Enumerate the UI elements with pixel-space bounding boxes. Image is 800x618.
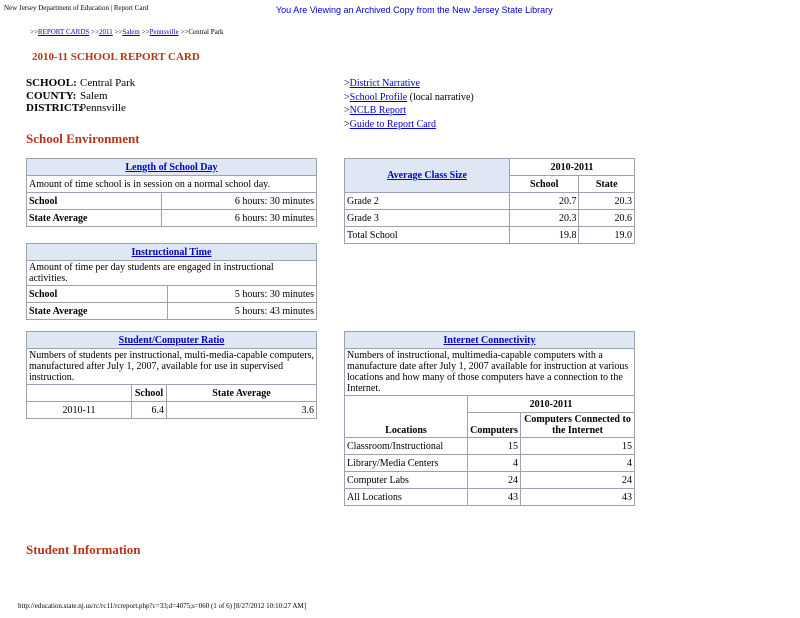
nclb-report-link[interactable]: NCLB Report xyxy=(349,105,407,116)
row-label: Classroom/Instructional xyxy=(345,438,468,455)
cell-computers: 24 xyxy=(468,472,521,489)
breadcrumb-sep: >> xyxy=(114,28,123,36)
internet-connectivity-table xyxy=(344,331,635,506)
cell-school: 20.3 xyxy=(510,210,579,227)
internet-connectivity-link[interactable]: Internet Connectivity xyxy=(443,334,536,346)
page-title: 2010-11 SCHOOL REPORT CARD xyxy=(32,51,200,63)
cell-school: 19.8 xyxy=(510,227,579,244)
cell-computers: 15 xyxy=(468,438,521,455)
col-locations: Locations xyxy=(345,396,468,438)
cell-computers: 43 xyxy=(468,489,521,506)
row-value: 6 hours: 30 minutes xyxy=(162,210,317,227)
length-of-day-desc: Amount of time school is in session on a normal school day. xyxy=(27,176,317,193)
cell-school: 20.7 xyxy=(510,193,579,210)
col-school: School xyxy=(510,176,579,193)
cell-state: 20.6 xyxy=(579,210,635,227)
col-state: State xyxy=(579,176,635,193)
report-links xyxy=(344,77,474,131)
internet-year: 2010-2011 xyxy=(468,396,635,413)
row-label: All Locations xyxy=(345,489,468,506)
class-size-link[interactable]: Average Class Size xyxy=(387,170,467,181)
row-label: School xyxy=(27,286,168,303)
cell-state: 19.0 xyxy=(579,227,635,244)
col-school: School xyxy=(132,385,167,402)
district-narrative-link[interactable]: District Narrative xyxy=(349,78,420,89)
section-student-information: Student Information xyxy=(26,542,141,557)
class-size-table xyxy=(344,158,635,244)
school-info xyxy=(26,77,135,115)
cell-school: 6.4 xyxy=(132,402,167,419)
computer-ratio-desc: Numbers of students per instructional, multi-media-capable computers, manufactured after July 1, 2007, available for use in supervised instruction. xyxy=(27,349,317,385)
link-prefix: > xyxy=(344,78,350,89)
breadcrumb-sep: >> xyxy=(180,28,189,36)
cell-connected: 4 xyxy=(521,455,635,472)
school-profile-note: (local narrative) xyxy=(409,91,474,103)
row-label: State Average xyxy=(27,303,168,320)
district-name: Pennsville xyxy=(80,102,126,114)
breadcrumb xyxy=(30,28,224,36)
print-header: New Jersey Department of Education | Report Card xyxy=(4,4,149,12)
row-label: School xyxy=(27,193,162,210)
cell-state: 3.6 xyxy=(167,402,317,419)
cell-state: 20.3 xyxy=(579,193,635,210)
cell-connected: 15 xyxy=(521,438,635,455)
breadcrumb-2011[interactable]: 2011 xyxy=(98,28,113,36)
cell-computers: 4 xyxy=(468,455,521,472)
section-school-environment: School Environment xyxy=(26,131,140,146)
breadcrumb-sep: >> xyxy=(141,28,150,36)
row-label: Computer Labs xyxy=(345,472,468,489)
breadcrumb-sep: >> xyxy=(91,28,99,36)
instructional-time-table xyxy=(26,243,317,320)
breadcrumb-report-cards[interactable]: REPORT CARDS xyxy=(37,28,90,36)
class-size-year: 2010-2011 xyxy=(510,159,635,176)
school-name: Central Park xyxy=(80,77,136,89)
breadcrumb-salem[interactable]: Salem xyxy=(122,28,140,36)
school-profile-link[interactable]: School Profile xyxy=(349,91,408,103)
link-prefix: > xyxy=(344,105,350,116)
district-label: DISTRICT: xyxy=(26,102,83,114)
school-label: SCHOOL: xyxy=(26,77,77,89)
archive-notice: You Are Viewing an Archived Copy from the New Jersey State Library xyxy=(276,5,553,15)
breadcrumb-current: Central Park xyxy=(188,28,224,36)
row-value: 5 hours: 30 minutes xyxy=(168,286,317,303)
guide-link[interactable]: Guide to Report Card xyxy=(349,118,437,130)
cell-connected: 24 xyxy=(521,472,635,489)
link-prefix: > xyxy=(344,91,350,103)
row-label: Grade 3 xyxy=(345,210,510,227)
instructional-time-link[interactable]: Instructional Time xyxy=(131,246,212,258)
computer-ratio-link[interactable]: Student/Computer Ratio xyxy=(118,334,225,346)
row-label: Total School xyxy=(345,227,510,244)
row-value: 6 hours: 30 minutes xyxy=(162,193,317,210)
county-name: Salem xyxy=(80,89,108,102)
row-year: 2010-11 xyxy=(27,402,132,419)
breadcrumb-pennsville[interactable]: Pennsville xyxy=(149,28,179,36)
breadcrumb-sep: >> xyxy=(30,28,38,36)
length-of-day-link[interactable]: Length of School Day xyxy=(125,161,218,173)
col-state: State Average xyxy=(167,385,317,402)
computer-ratio-table xyxy=(26,331,317,419)
row-value: 5 hours: 43 minutes xyxy=(168,303,317,320)
row-label: Grade 2 xyxy=(345,193,510,210)
link-prefix: > xyxy=(344,118,350,130)
length-of-day-table xyxy=(26,158,317,227)
cell-connected: 43 xyxy=(521,489,635,506)
print-footer: http://education.state.nj.us/rc/rc11/rcreport.php?c=33;d=4075;s=060 (1 of 6) [8/27/2012 10:10:27 AM] xyxy=(18,602,307,610)
county-label: COUNTY: xyxy=(26,89,77,102)
internet-desc: Numbers of instructional, multimedia-capable computers with a manufacture date after July 1, 2007 available for instruction at various locations and how many of those computers have a connection to the Internet. xyxy=(345,349,635,396)
col-connected: Computers Connected to the Internet xyxy=(521,413,635,438)
col-computers: Computers xyxy=(468,413,521,438)
row-label: State Average xyxy=(27,210,162,227)
row-label: Library/Media Centers xyxy=(345,455,468,472)
instructional-time-desc: Amount of time per day students are engaged in instructional activities. xyxy=(27,261,317,286)
